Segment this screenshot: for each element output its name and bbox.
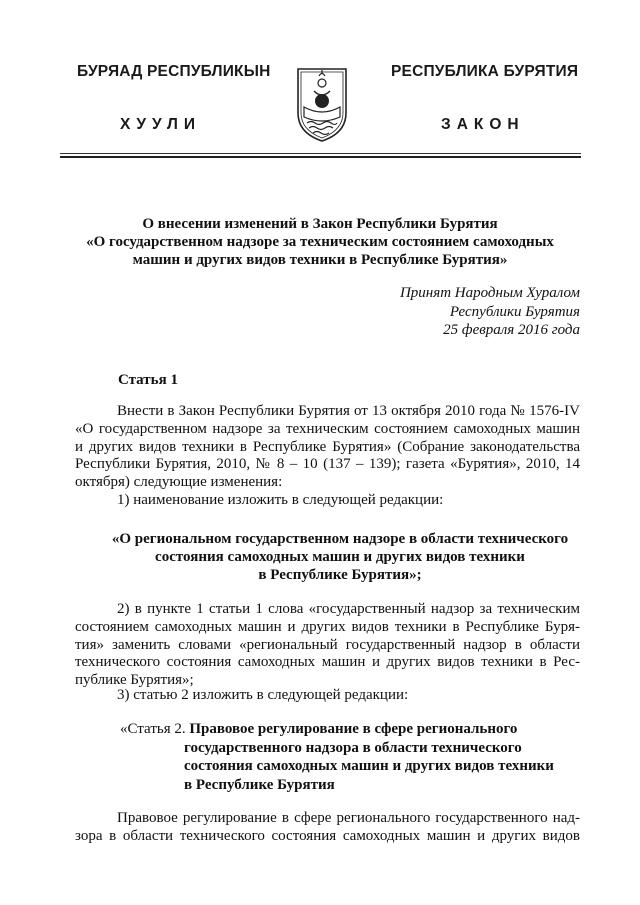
adoption-date: 25 февраля 2016 года xyxy=(443,322,580,338)
paragraph-line: зора в области технического состояния самоходных машин и других видов xyxy=(75,827,580,844)
paragraph-line: 2) в пункте 1 статьи 1 слова «государственный надзор за техническим xyxy=(117,601,580,617)
paragraph-line: Внести в Закон Республики Бурятия от 13 октября 2010 года № 1576-IV xyxy=(117,403,580,419)
new-law-title xyxy=(100,530,580,584)
law-title-line: О внесении изменений в Закон Республики Бурятия xyxy=(142,216,498,232)
item-1: 1) наименование изложить в следующей редакции: xyxy=(117,492,444,508)
paragraph-line: «О государственном надзоре за техническим состоянием самоходных машин xyxy=(75,420,580,437)
article1-intro xyxy=(75,403,580,492)
paragraph-line: тия» заменить словами «региональный государственный надзор в области xyxy=(75,636,580,653)
header-rule-thin xyxy=(60,153,581,154)
header-rule-thick xyxy=(60,156,581,158)
article2-title-line: государственного надзора в области технического xyxy=(184,739,522,756)
paragraph-line: технического состояния самоходных машин и других видов техники в Рес- xyxy=(75,654,580,671)
header-republic-buryatia: РЕСПУБЛИКА БУРЯТИЯ xyxy=(391,63,579,80)
article2-prefix: «Статья 2. xyxy=(120,721,186,737)
article2-body xyxy=(75,810,580,846)
paragraph-line: Правовое регулирование в сфере регионального государственного над- xyxy=(117,810,580,826)
new-title-line: состояния самоходных машин и других видов техники xyxy=(155,549,525,565)
law-title xyxy=(60,215,580,269)
header-buryat-republic: БУРЯАД РЕСПУБЛИКЫН xyxy=(77,63,271,80)
item-2 xyxy=(75,601,580,690)
adoption-line: Республики Бурятия xyxy=(449,303,580,320)
coat-of-arms-icon xyxy=(295,61,349,143)
article2-title-line: в Республике Бурятия xyxy=(184,776,335,793)
paragraph-line: состоянием самоходных машин и других видов техники в Республике Буря- xyxy=(75,618,580,635)
new-title-line: «О региональном государственном надзоре в области технического xyxy=(111,531,569,547)
adoption-line: Принят Народным Хуралом xyxy=(399,285,580,301)
item-3: 3) статью 2 изложить в следующей редакции: xyxy=(117,687,409,703)
article-heading: Статья 1 xyxy=(118,372,178,388)
law-title-line: машин и других видов техники в Республике Бурятия» xyxy=(132,252,508,268)
adoption-note xyxy=(300,284,580,340)
paragraph-line: Республики Бурятия, 2010, № 8 – 10 (137 – 139); газета «Бурятия», 2010, 14 xyxy=(75,456,580,473)
article2-title-line: состояния самоходных машин и других видов техники xyxy=(184,758,554,774)
law-title-line: «О государственном надзоре за техническим состоянием самоходных xyxy=(86,234,554,250)
paragraph-line: октября) следующие изменения: xyxy=(75,474,283,491)
header-law: ЗАКОН xyxy=(441,116,525,133)
paragraph-line: публике Бурятия»; xyxy=(75,672,194,689)
article2-block xyxy=(120,720,580,794)
paragraph-line: и других видов техники в Республике Бурятия» (Собрание законодательства xyxy=(75,438,580,455)
header-buryat-law: ХУУЛИ xyxy=(120,116,202,133)
new-title-line: в Республике Бурятия»; xyxy=(258,567,422,583)
article2-title-line: Правовое регулирование в сфере регионального xyxy=(189,721,518,737)
